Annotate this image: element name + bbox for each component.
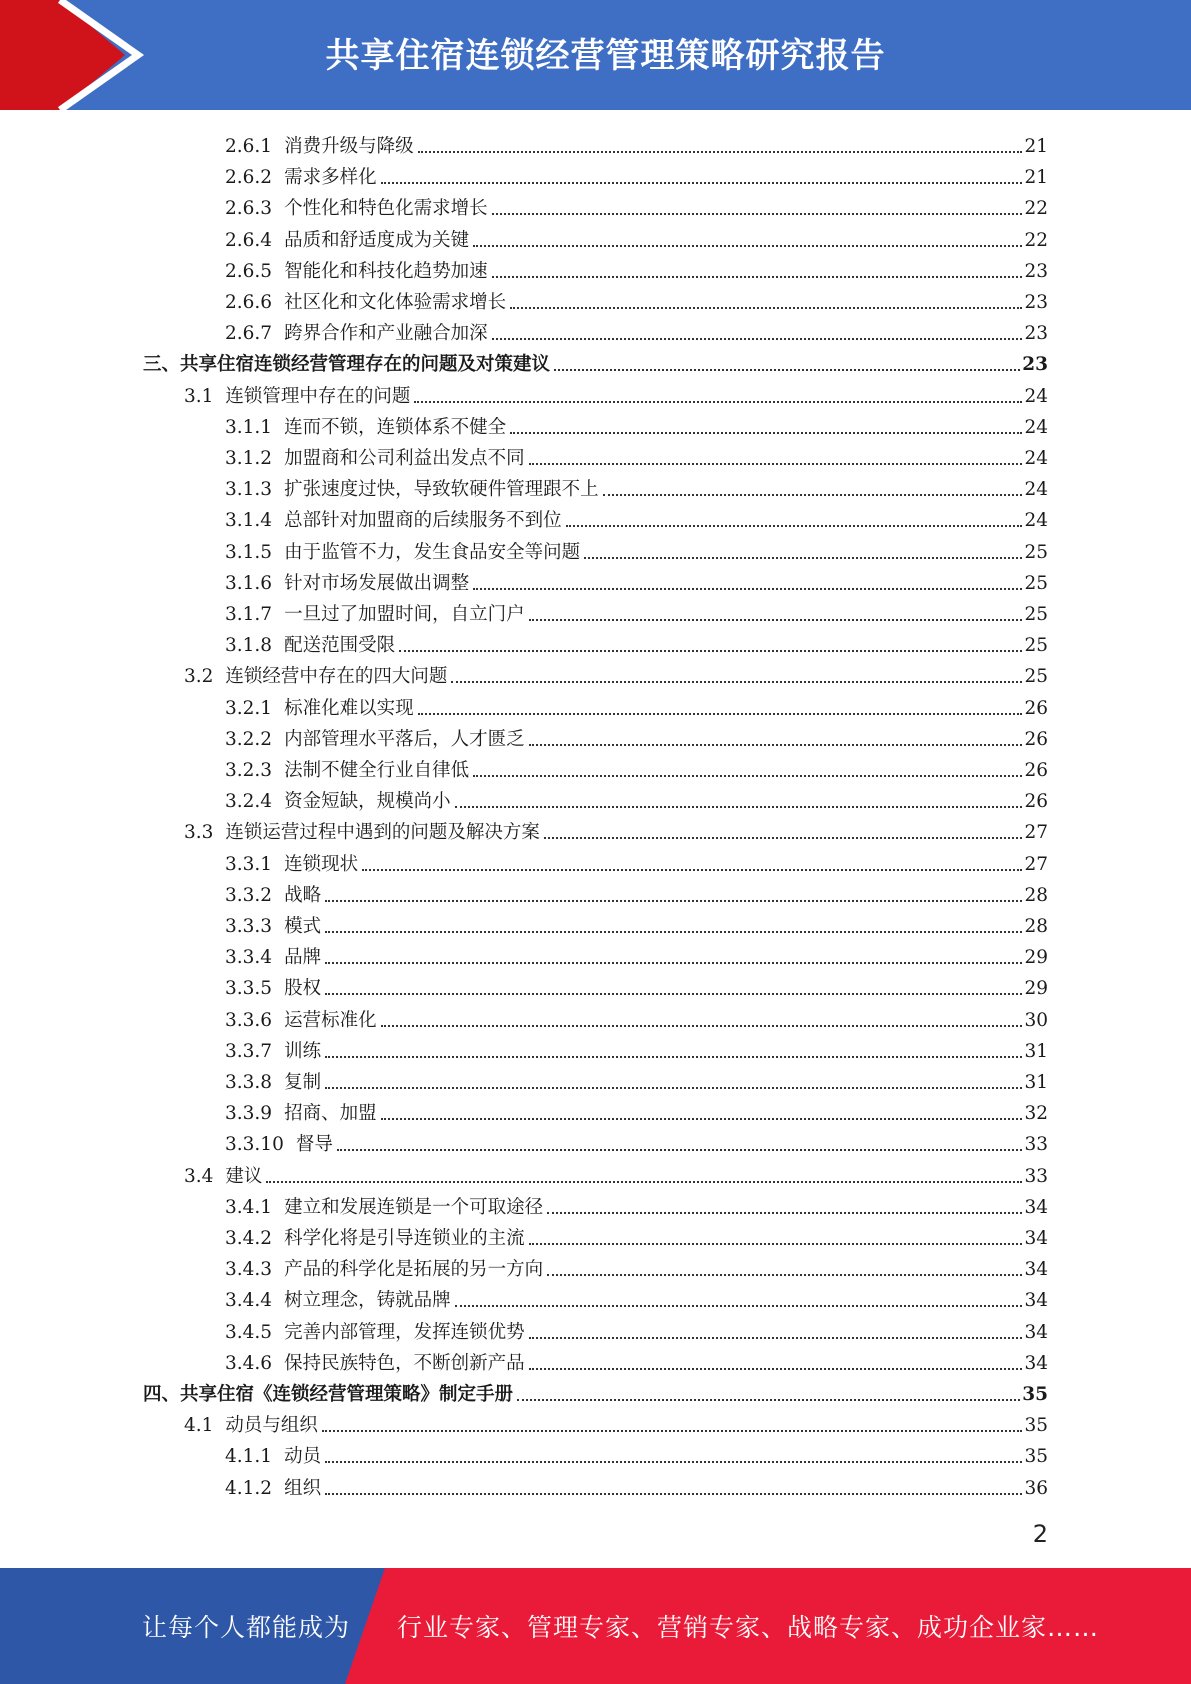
toc-dot-leader bbox=[451, 681, 1022, 683]
toc-entry[interactable] bbox=[225, 1095, 1048, 1126]
toc-entry[interactable] bbox=[225, 315, 1048, 346]
toc-dot-leader bbox=[418, 713, 1023, 715]
toc-entry-page: 32 bbox=[1024, 1103, 1048, 1125]
toc-entry-title: 四、共享住宿《连锁经营管理策略》制定手册 bbox=[143, 1384, 514, 1405]
toc-entry-number: 2.6.2 bbox=[225, 167, 273, 189]
toc-dot-leader bbox=[325, 1493, 1022, 1495]
toc-entry[interactable] bbox=[225, 970, 1048, 1001]
toc-entry-page: 34 bbox=[1024, 1290, 1048, 1312]
toc-entry[interactable] bbox=[225, 721, 1048, 752]
toc-entry-title: 模式 bbox=[284, 916, 322, 937]
toc-entry-page: 34 bbox=[1024, 1321, 1048, 1343]
toc-entry-page: 27 bbox=[1024, 822, 1048, 844]
toc-entry[interactable] bbox=[225, 190, 1048, 221]
toc-entry-title: 社区化和文化体验需求增长 bbox=[284, 292, 507, 313]
toc-entry-number: 3.3.6 bbox=[225, 1009, 273, 1031]
toc-entry-page: 34 bbox=[1024, 1352, 1048, 1374]
toc-entry-title: 建议 bbox=[225, 1165, 263, 1187]
toc-entry-number: 3.3.1 bbox=[225, 853, 273, 875]
toc-entry-page: 25 bbox=[1024, 572, 1048, 594]
toc-entry-title: 内部管理水平落后，人才匮乏 bbox=[284, 728, 525, 750]
toc-dot-leader bbox=[492, 276, 1023, 278]
toc-entry[interactable] bbox=[225, 1251, 1048, 1282]
toc-entry-page: 35 bbox=[1024, 1446, 1048, 1468]
toc-entry-page: 25 bbox=[1024, 635, 1048, 657]
toc-entry-page: 31 bbox=[1024, 1040, 1048, 1062]
toc-entry-title: 标准化难以实现 bbox=[284, 697, 414, 719]
toc-dot-leader bbox=[529, 619, 1023, 621]
toc-entry-number: 4.1.2 bbox=[225, 1477, 273, 1499]
toc-entry-page: 23 bbox=[1024, 292, 1048, 313]
toc-dot-leader bbox=[325, 962, 1022, 964]
toc-entry-page: 26 bbox=[1024, 728, 1048, 750]
toc-entry-number: 3.3 bbox=[184, 822, 214, 844]
toc-entry-title: 动员与组织 bbox=[225, 1415, 318, 1437]
toc-entry-title: 品牌 bbox=[284, 947, 322, 969]
toc-entry-title: 树立理念，铸就品牌 bbox=[284, 1290, 451, 1312]
toc-entry-number: 3.2.4 bbox=[225, 791, 273, 813]
toc-entry-title: 战略 bbox=[284, 884, 322, 906]
toc-dot-leader bbox=[325, 931, 1022, 933]
toc-entry[interactable] bbox=[225, 222, 1048, 253]
toc-entry[interactable] bbox=[225, 627, 1048, 658]
toc-dot-leader bbox=[529, 1368, 1023, 1370]
toc-entry-number: 3.3.5 bbox=[225, 978, 273, 1000]
toc-entry-page: 25 bbox=[1024, 541, 1048, 563]
toc-entry-page: 22 bbox=[1024, 229, 1048, 251]
toc-entry-title: 组织 bbox=[284, 1477, 322, 1499]
toc-entry-page: 28 bbox=[1024, 884, 1048, 906]
toc-dot-leader bbox=[566, 525, 1023, 527]
toc-dot-leader bbox=[529, 1337, 1023, 1339]
toc-entry[interactable] bbox=[225, 1033, 1048, 1064]
toc-dot-leader bbox=[381, 182, 1023, 184]
toc-entry-page: 35 bbox=[1022, 1384, 1048, 1405]
toc-entry-title: 督导 bbox=[295, 1134, 333, 1156]
toc-dot-leader bbox=[399, 650, 1022, 652]
toc-entry-page: 35 bbox=[1024, 1415, 1048, 1437]
toc-entry-title: 连锁经营中存在的四大问题 bbox=[225, 666, 448, 688]
toc-entry[interactable] bbox=[143, 1376, 1048, 1407]
toc-entry-title: 完善内部管理，发挥连锁优势 bbox=[284, 1321, 525, 1343]
toc-entry-number: 3.3.10 bbox=[225, 1134, 284, 1156]
report-title: 共享住宿连锁经营管理策略研究报告 bbox=[325, 36, 886, 76]
toc-entry-title: 品质和舒适度成为关键 bbox=[284, 229, 470, 251]
toc-dot-leader bbox=[517, 1399, 1020, 1401]
toc-entry-number: 3.3.3 bbox=[225, 916, 273, 937]
toc-entry-title: 连而不锁，连锁体系不健全 bbox=[284, 416, 507, 438]
toc-entry-page: 24 bbox=[1024, 385, 1048, 407]
toc-dot-leader bbox=[455, 1305, 1023, 1307]
toc-entry-page: 26 bbox=[1024, 697, 1048, 719]
toc-dot-leader bbox=[337, 1149, 1023, 1151]
toc-dot-leader bbox=[510, 307, 1022, 309]
page-footer bbox=[0, 1568, 1191, 1684]
toc-entry-number: 4.1.1 bbox=[225, 1446, 273, 1468]
toc-entry[interactable] bbox=[225, 534, 1048, 565]
toc-entry-number: 3.1.6 bbox=[225, 572, 273, 594]
toc-entry-title: 法制不健全行业自律低 bbox=[284, 760, 470, 781]
toc-entry-title: 复制 bbox=[284, 1072, 322, 1093]
toc-entry-page: 24 bbox=[1024, 510, 1048, 532]
toc-entry-page: 21 bbox=[1024, 136, 1048, 157]
toc-entry-number: 3.3.8 bbox=[225, 1072, 273, 1093]
toc-entry-number: 2.6.3 bbox=[225, 198, 273, 220]
page-number: 2 bbox=[1032, 1520, 1048, 1548]
toc-entry-page: 21 bbox=[1024, 167, 1048, 189]
toc-entry-title: 个性化和特色化需求增长 bbox=[284, 198, 488, 220]
toc-dot-leader bbox=[455, 806, 1023, 808]
toc-dot-leader bbox=[325, 1461, 1022, 1463]
toc-entry[interactable] bbox=[184, 814, 1048, 845]
toc-entry[interactable] bbox=[225, 1314, 1048, 1345]
toc-entry[interactable] bbox=[225, 128, 1048, 159]
toc-entry-number: 3.3.2 bbox=[225, 884, 273, 906]
toc-entry-page: 24 bbox=[1024, 448, 1048, 469]
toc-entry-number: 3.2.1 bbox=[225, 697, 273, 719]
toc-entry-title: 针对市场发展做出调整 bbox=[284, 572, 470, 594]
toc-dot-leader bbox=[325, 1056, 1022, 1058]
toc-dot-leader bbox=[325, 993, 1022, 995]
toc-entry-page: 28 bbox=[1024, 916, 1048, 937]
toc-entry-page: 29 bbox=[1024, 947, 1048, 969]
toc-entry-number: 3.2.3 bbox=[225, 760, 273, 781]
toc-dot-leader bbox=[547, 1212, 1022, 1214]
toc-entry[interactable] bbox=[184, 1407, 1048, 1438]
toc-entry-title: 三、共享住宿连锁经营管理存在的问题及对策建议 bbox=[143, 354, 551, 376]
toc-dot-leader bbox=[492, 338, 1023, 340]
toc-entry-page: 34 bbox=[1024, 1228, 1048, 1249]
toc-entry-title: 股权 bbox=[284, 978, 322, 1000]
toc-entry-number: 3.4.5 bbox=[225, 1321, 273, 1343]
toc-entry-page: 23 bbox=[1022, 354, 1048, 376]
toc-dot-leader bbox=[473, 775, 1022, 777]
toc-dot-leader bbox=[325, 900, 1022, 902]
toc-entry[interactable] bbox=[225, 159, 1048, 190]
toc-entry-title: 加盟商和公司利益出发点不同 bbox=[284, 448, 525, 469]
toc-entry-number: 3.4.3 bbox=[225, 1259, 273, 1281]
toc-entry-number: 3.4.6 bbox=[225, 1352, 273, 1374]
toc-entry-page: 25 bbox=[1024, 604, 1048, 625]
footer-slogan-left: 让每个人都能成为 bbox=[142, 1613, 351, 1642]
toc-entry[interactable] bbox=[225, 253, 1048, 284]
toc-entry-number: 3.1.7 bbox=[225, 604, 273, 625]
toc-entry[interactable] bbox=[225, 565, 1048, 596]
toc-entry-title: 一旦过了加盟时间，自立门户 bbox=[284, 604, 525, 625]
toc-entry[interactable] bbox=[143, 346, 1048, 377]
toc-entry-number: 3.2 bbox=[184, 666, 214, 688]
toc-entry-number: 2.6.4 bbox=[225, 229, 273, 251]
toc-entry[interactable] bbox=[225, 1064, 1048, 1095]
toc-entry[interactable] bbox=[225, 877, 1048, 908]
toc-dot-leader bbox=[473, 588, 1022, 590]
toc-entry-page: 36 bbox=[1024, 1477, 1048, 1499]
toc-entry-page: 26 bbox=[1024, 760, 1048, 781]
toc-entry[interactable] bbox=[225, 783, 1048, 814]
toc-entry-number: 3.1.4 bbox=[225, 510, 273, 532]
toc-entry-title: 消费升级与降级 bbox=[284, 136, 414, 157]
toc-entry-title: 运营标准化 bbox=[284, 1009, 377, 1031]
toc-entry[interactable] bbox=[225, 1345, 1048, 1376]
toc-entry-number: 3.1.3 bbox=[225, 479, 273, 501]
toc-entry-title: 配送范围受限 bbox=[284, 635, 396, 657]
toc-entry-number: 3.3.9 bbox=[225, 1103, 273, 1125]
toc-entry[interactable] bbox=[225, 596, 1048, 627]
toc-entry[interactable] bbox=[184, 378, 1048, 409]
toc-entry-number: 3.1.1 bbox=[225, 416, 273, 438]
toc-dot-leader bbox=[322, 1430, 1023, 1432]
toc-dot-leader bbox=[414, 401, 1022, 403]
toc-dot-leader bbox=[325, 1087, 1022, 1089]
toc-dot-leader bbox=[473, 245, 1022, 247]
toc-entry-page: 25 bbox=[1024, 666, 1048, 688]
toc-entry-page: 24 bbox=[1024, 416, 1048, 438]
toc-entry[interactable] bbox=[225, 1470, 1048, 1501]
toc-dot-leader bbox=[381, 1025, 1023, 1027]
toc-entry-page: 26 bbox=[1024, 791, 1048, 813]
toc-entry-number: 3.4.1 bbox=[225, 1196, 273, 1218]
toc-entry[interactable] bbox=[225, 939, 1048, 970]
toc-entry-number: 3.1 bbox=[184, 385, 214, 407]
toc-entry-page: 23 bbox=[1024, 323, 1048, 345]
toc-entry-page: 27 bbox=[1024, 853, 1048, 875]
toc-entry[interactable] bbox=[225, 1189, 1048, 1220]
toc-dot-leader bbox=[529, 744, 1023, 746]
toc-dot-leader bbox=[544, 837, 1023, 839]
toc-entry-number: 3.2.2 bbox=[225, 728, 273, 750]
toc-entry[interactable] bbox=[225, 908, 1048, 939]
toc-dot-leader bbox=[418, 151, 1023, 153]
toc-entry-title: 连锁管理中存在的问题 bbox=[225, 385, 411, 407]
toc-entry-title: 科学化将是引导连锁业的主流 bbox=[284, 1228, 525, 1249]
toc-entry[interactable] bbox=[225, 1126, 1048, 1157]
toc-entry[interactable] bbox=[225, 1002, 1048, 1033]
toc-entry-title: 资金短缺，规模尚小 bbox=[284, 791, 451, 813]
toc-entry-number: 3.1.5 bbox=[225, 541, 273, 563]
toc-entry-number: 3.4.2 bbox=[225, 1228, 273, 1249]
toc-entry[interactable] bbox=[225, 502, 1048, 533]
toc-entry-page: 24 bbox=[1024, 479, 1048, 501]
toc-dot-leader bbox=[510, 432, 1022, 434]
toc-dot-leader bbox=[529, 1243, 1023, 1245]
toc-entry[interactable] bbox=[225, 1282, 1048, 1313]
toc-entry-title: 训练 bbox=[284, 1040, 322, 1062]
toc-entry-page: 29 bbox=[1024, 978, 1048, 1000]
toc-dot-leader bbox=[547, 1274, 1022, 1276]
toc-entry-title: 跨界合作和产业融合加深 bbox=[284, 323, 488, 345]
toc-entry-number: 3.3.7 bbox=[225, 1040, 273, 1062]
footer-slogan-right: 行业专家、管理专家、营销专家、战略专家、成功企业家…… bbox=[397, 1613, 1100, 1642]
toc-entry-title: 扩张速度过快，导致软硬件管理跟不上 bbox=[284, 479, 599, 501]
toc-entry[interactable] bbox=[225, 690, 1048, 721]
toc-entry-page: 33 bbox=[1024, 1134, 1048, 1156]
toc-entry-page: 34 bbox=[1024, 1196, 1048, 1218]
toc-entry-title: 招商、加盟 bbox=[284, 1103, 377, 1125]
toc-dot-leader bbox=[603, 494, 1023, 496]
toc-dot-leader bbox=[554, 369, 1020, 371]
toc-entry-number: 3.4.4 bbox=[225, 1290, 273, 1312]
toc-dot-leader bbox=[529, 463, 1023, 465]
toc-entry[interactable] bbox=[225, 471, 1048, 502]
toc-entry-page: 22 bbox=[1024, 198, 1048, 220]
toc-entry-title: 连锁现状 bbox=[284, 853, 359, 875]
toc-entry-title: 总部针对加盟商的后续服务不到位 bbox=[284, 510, 562, 532]
toc-dot-leader bbox=[492, 213, 1023, 215]
toc-entry-number: 2.6.5 bbox=[225, 260, 273, 282]
toc-entry-number: 2.6.1 bbox=[225, 136, 273, 157]
toc-entry-page: 23 bbox=[1024, 260, 1048, 282]
toc-entry-number: 3.4 bbox=[184, 1165, 214, 1187]
toc-dot-leader bbox=[381, 1118, 1023, 1120]
toc-dot-leader bbox=[266, 1181, 1022, 1183]
toc-entry-page: 31 bbox=[1024, 1072, 1048, 1093]
toc-entry[interactable] bbox=[225, 846, 1048, 877]
toc-entry-title: 连锁运营过程中遇到的问题及解决方案 bbox=[225, 822, 540, 844]
toc-entry[interactable] bbox=[184, 1158, 1048, 1189]
toc-entry[interactable] bbox=[184, 658, 1048, 689]
toc-entry-page: 34 bbox=[1024, 1259, 1048, 1281]
toc-entry-title: 由于监管不力，发生食品安全等问题 bbox=[284, 541, 581, 563]
toc-dot-leader bbox=[362, 869, 1022, 871]
page-header bbox=[0, 0, 1191, 110]
toc-entry-title: 产品的科学化是拓展的另一方向 bbox=[284, 1259, 544, 1281]
toc-entry[interactable] bbox=[225, 409, 1048, 440]
toc-entry-number: 2.6.6 bbox=[225, 292, 273, 313]
toc-entry[interactable] bbox=[225, 752, 1048, 783]
toc-dot-leader bbox=[584, 557, 1022, 559]
toc-entry-number: 3.1.8 bbox=[225, 635, 273, 657]
toc-entry[interactable] bbox=[225, 1220, 1048, 1251]
toc-entry-page: 33 bbox=[1024, 1165, 1048, 1187]
toc-entry-title: 智能化和科技化趋势加速 bbox=[284, 260, 488, 282]
toc-entry-page: 30 bbox=[1024, 1009, 1048, 1031]
toc-entry[interactable] bbox=[225, 440, 1048, 471]
toc-entry-number: 4.1 bbox=[184, 1415, 214, 1437]
toc-entry-title: 保持民族特色，不断创新产品 bbox=[284, 1352, 525, 1374]
toc-entry-number: 3.3.4 bbox=[225, 947, 273, 969]
toc-entry-number: 3.1.2 bbox=[225, 448, 273, 469]
toc-entry[interactable] bbox=[225, 284, 1048, 315]
toc-entry-title: 建立和发展连锁是一个可取途径 bbox=[284, 1196, 544, 1218]
toc-entry[interactable] bbox=[225, 1438, 1048, 1469]
toc-entry-number: 2.6.7 bbox=[225, 323, 273, 345]
toc-entry-title: 动员 bbox=[284, 1446, 322, 1468]
toc-entry-title: 需求多样化 bbox=[284, 167, 377, 189]
